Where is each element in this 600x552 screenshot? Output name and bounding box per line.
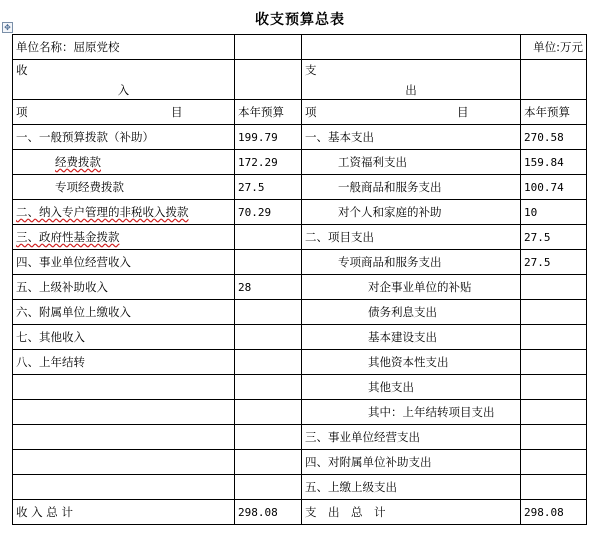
expense-item: 五、上缴上级支出: [302, 475, 521, 500]
expense-item: 其他资本性支出: [302, 350, 521, 375]
income-item: [13, 375, 235, 400]
income-item: 七、其他收入: [13, 325, 235, 350]
income-section-header: [13, 60, 235, 100]
income-item: 六、附属单位上缴收入: [13, 300, 235, 325]
totals-row: [13, 500, 587, 525]
table-row: [13, 200, 587, 225]
expense-value: [521, 350, 587, 375]
income-value: [235, 350, 302, 375]
expense-value: 159.84: [521, 150, 587, 175]
expense-item: 其他支出: [302, 375, 521, 400]
expense-value: [521, 325, 587, 350]
expense-item: 一般商品和服务支出: [302, 175, 521, 200]
income-value: [235, 225, 302, 250]
expense-value: [521, 300, 587, 325]
empty-cell: [235, 60, 302, 100]
table-row: [13, 425, 587, 450]
expense-value: [521, 400, 587, 425]
table-row: [13, 475, 587, 500]
expense-value: [521, 275, 587, 300]
expense-item: 三、事业单位经营支出: [302, 425, 521, 450]
income-value: [235, 325, 302, 350]
unit-cell: 单位:万元: [521, 35, 587, 60]
header-row-sections: [13, 60, 587, 100]
expense-value: 27.5: [521, 225, 587, 250]
expense-value: [521, 375, 587, 400]
expense-value: [521, 450, 587, 475]
table-row: [13, 375, 587, 400]
item-right-label: 目: [457, 105, 469, 119]
expense-item: 一、基本支出: [302, 125, 521, 150]
table-row: [13, 300, 587, 325]
expense-budget-header: 本年预算: [521, 100, 587, 125]
empty-cell: [302, 35, 521, 60]
expense-value: [521, 475, 587, 500]
expense-item: 四、对附属单位补助支出: [302, 450, 521, 475]
expense-item: 专项商品和服务支出: [302, 250, 521, 275]
expense-item: 工资福利支出: [302, 150, 521, 175]
income-item: 八、上年结转: [13, 350, 235, 375]
expense-total-value: 298.08: [521, 500, 587, 525]
table-row: [13, 225, 587, 250]
expense-bottom-label: 出: [405, 83, 417, 97]
income-total-label: 收 入 总 计: [13, 500, 235, 525]
income-item: [13, 450, 235, 475]
item-left-label: 项: [305, 105, 317, 119]
empty-cell: [521, 60, 587, 100]
income-value: 70.29: [235, 200, 302, 225]
table-row: [13, 325, 587, 350]
income-budget-header: 本年预算: [235, 100, 302, 125]
income-item: 专项经费拨款: [13, 175, 235, 200]
income-item: 五、上级补助收入: [13, 275, 235, 300]
income-value: [235, 400, 302, 425]
expense-total-label: 支 出 总 计: [302, 500, 521, 525]
income-value: [235, 300, 302, 325]
table-row: [13, 275, 587, 300]
page-title: 收支预算总表: [255, 12, 345, 28]
income-value: 199.79: [235, 125, 302, 150]
item-left-label: 项: [16, 105, 28, 119]
income-item: [13, 425, 235, 450]
expense-item: 债务利息支出: [302, 300, 521, 325]
income-item: 一、一般预算拨款（补助）: [13, 125, 235, 150]
income-total-value: 298.08: [235, 500, 302, 525]
income-value: [235, 450, 302, 475]
expense-value: 270.58: [521, 125, 587, 150]
table-row: [13, 450, 587, 475]
income-item: 二、纳入专户管理的非税收入拨款: [13, 200, 235, 225]
income-item: 三、政府性基金拨款: [13, 225, 235, 250]
table-row: [13, 250, 587, 275]
expense-item: 对个人和家庭的补助: [302, 200, 521, 225]
table-row: [13, 350, 587, 375]
income-value: [235, 475, 302, 500]
table-anchor-icon[interactable]: ✥: [2, 22, 13, 33]
income-item: [13, 400, 235, 425]
expense-item: 基本建设支出: [302, 325, 521, 350]
item-right-label: 目: [171, 105, 183, 119]
income-value: [235, 375, 302, 400]
empty-cell: [235, 35, 302, 60]
income-value: [235, 250, 302, 275]
income-item-header: [13, 100, 235, 125]
table-row: [13, 175, 587, 200]
header-row-unit: [13, 35, 587, 60]
income-value: 27.5: [235, 175, 302, 200]
expense-item: 对企事业单位的补贴: [302, 275, 521, 300]
income-value: [235, 425, 302, 450]
income-bottom-label: 入: [117, 83, 130, 97]
expense-item: 二、项目支出: [302, 225, 521, 250]
expense-value: [521, 425, 587, 450]
expense-section-header: [302, 60, 521, 100]
income-value: 28: [235, 275, 302, 300]
income-top-label: 收: [16, 63, 28, 77]
expense-top-label: 支: [305, 63, 317, 77]
header-row-columns: [13, 100, 587, 125]
expense-item-header: [302, 100, 521, 125]
income-value: 172.29: [235, 150, 302, 175]
income-item: 经费拨款: [13, 150, 235, 175]
unit-name-cell: 单位名称：屈原党校: [13, 35, 235, 60]
expense-value: 100.74: [521, 175, 587, 200]
budget-table: [12, 34, 587, 525]
expense-value: 10: [521, 200, 587, 225]
income-item: [13, 475, 235, 500]
table-row: [13, 150, 587, 175]
table-row: [13, 125, 587, 150]
table-row: [13, 400, 587, 425]
income-item: 四、事业单位经营收入: [13, 250, 235, 275]
expense-item: 其中：上年结转项目支出: [302, 400, 521, 425]
expense-value: 27.5: [521, 250, 587, 275]
